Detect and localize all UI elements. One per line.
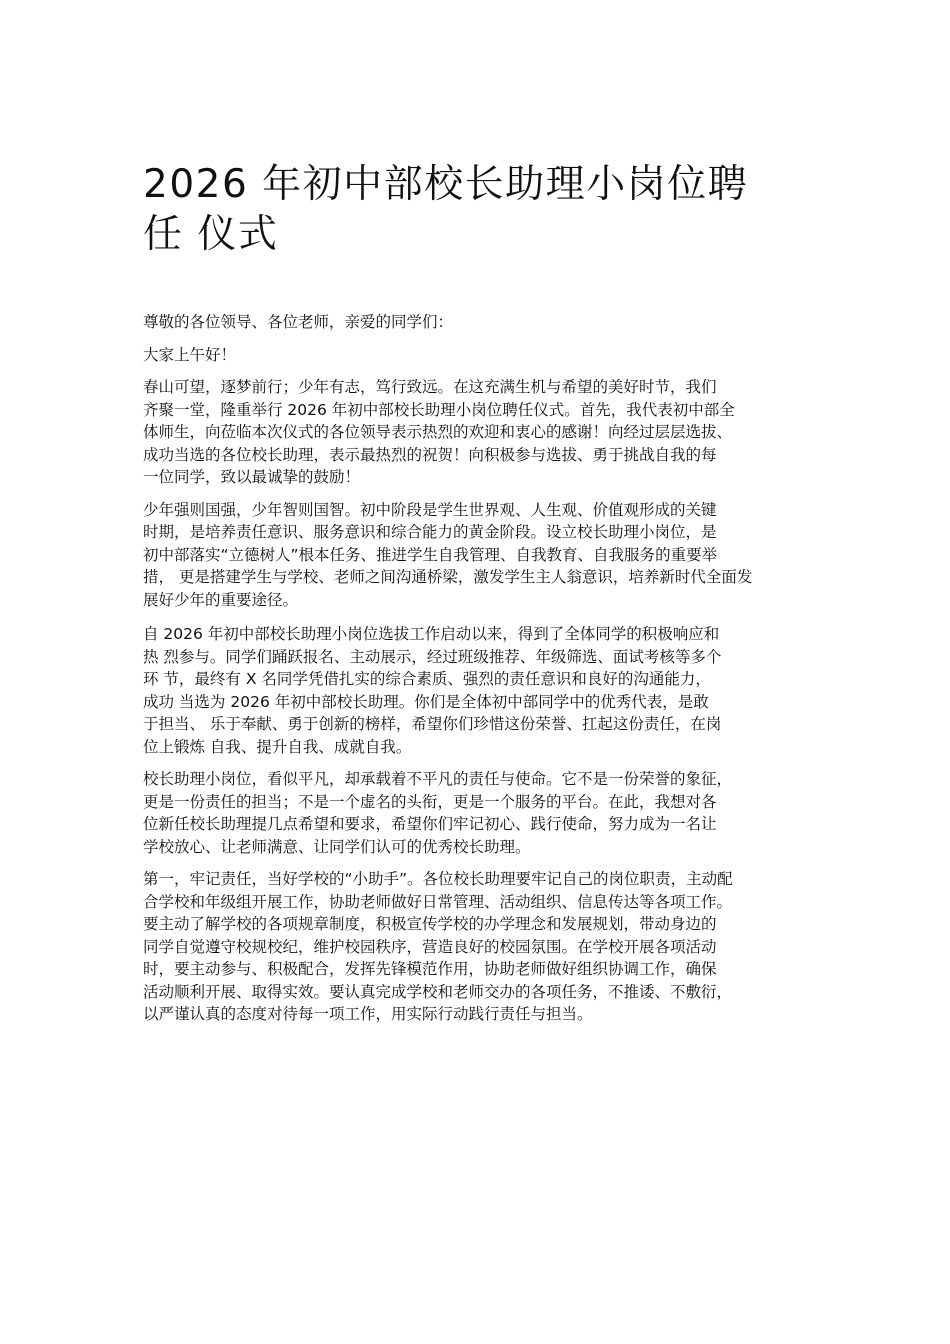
document-body	[143, 311, 823, 1036]
text-line: 成功当选的各位校长助理，表示最热烈的祝贺！向积极参与选拔、勇于挑战自我的每	[143, 445, 717, 464]
title-line: 2026 年初中部校长助理小岗位聘	[143, 162, 749, 207]
text-line: 校长助理小岗位，看似平凡，却承载着不平凡的责任与使命。它不是一份荣誉的象征，	[143, 770, 733, 788]
title-line: 任 仪式	[143, 212, 279, 257]
document-title	[143, 160, 803, 260]
purpose-paragraph	[143, 499, 823, 612]
text-line: 热 烈参与。同学们踊跃报名、主动展示，经过班级推荐、年级筛选、面试考核等多个	[143, 647, 722, 666]
selection-paragraph	[143, 623, 823, 758]
text-line: 要主动了解学校的各项规章制度，积极宣传学校的办学理念和发展规划，带动身边的	[143, 915, 717, 933]
text-line: 尊敬的各位领导、各位老师，亲爱的同学们：	[143, 313, 454, 331]
text-line: 时期，是培养责任意识、服务意识和综合能力的黄金阶段。设立校长助理小岗位，是	[143, 523, 717, 541]
text-line: 少年强则国强，少年智则国智。初中阶段是学生世界观、人生观、价值观形成的关键	[143, 500, 717, 519]
text-line: 齐聚一堂，隆重举行 2026 年初中部校长助理小岗位聘任仪式。首先，我代表初中部全	[143, 400, 735, 419]
text-line: 体师生，向莅临本次仪式的各位领导表示热烈的欢迎和衷心的感谢！向经过层层选拔、	[143, 423, 733, 441]
first-requirement-paragraph	[143, 868, 823, 1026]
text-line: 展好少年的重要途径。	[143, 590, 299, 609]
text-line: 时，要主动参与、积极配合，发挥先锋模范作用，协助老师做好组织协调工作，确保	[143, 960, 717, 978]
text-line: 一位同学，致以最诚挚的鼓励！	[143, 468, 361, 486]
text-line: 环 节，最终有 X 名同学凭借扎实的综合素质、强烈的责任意识和良好的沟通能力，	[143, 670, 711, 688]
greeting-paragraph	[143, 344, 823, 367]
text-line: 于担当、 乐于奉献、勇于创新的榜样，希望你们珍惜这份荣誉、扛起这份责任，在岗	[143, 715, 722, 733]
text-line: 以严谨认真的态度对待每一项工作，用实际行动践行责任与担当。	[143, 1005, 593, 1023]
text-line: 春山可望，逐梦前行；少年有志，笃行致远。在这充满生机与希望的美好时节，我们	[143, 378, 717, 396]
text-line: 大家上午好！	[143, 345, 237, 364]
responsibility-paragraph	[143, 768, 823, 858]
text-line: 位上锻炼 自我、提升自我、成就自我。	[143, 737, 412, 756]
text-line: 学校放心、让老师满意、让同学们认可的优秀校长助理。	[143, 837, 531, 856]
text-line: 位新任校长助理提几点希望和要求，希望你们牢记初心、践行使命，努力成为一名让	[143, 815, 717, 833]
opening-paragraph	[143, 376, 823, 489]
text-line: 更是一份责任的担当；不是一个虚名的头衔，更是一个服务的平台。在此，我想对各	[143, 792, 717, 811]
text-line: 措， 更是搭建学生与学校、老师之间沟通桥梁，激发学生主人翁意识，培养新时代全面发	[143, 568, 753, 586]
text-line: 自 2026 年初中部校长助理小岗位选拔工作启动以来，得到了全体同学的积极响应和	[143, 625, 720, 643]
text-line: 活动顺利开展、取得实效。要认真完成学校和老师交办的各项任务，不推诿、不敷衍，	[143, 982, 733, 1001]
text-line: 第一，牢记责任，当好学校的“小助手”。各位校长助理要牢记自己的岗位职责，主动配	[143, 870, 733, 888]
text-line: 成功 当选为 2026 年初中部校长助理。你们是全体初中部同学中的优秀代表，是敢	[143, 692, 709, 711]
text-line: 初中部落实“立德树人”根本任务、推进学生自我管理、自我教育、自我服务的重要举	[143, 545, 718, 564]
text-line: 同学自觉遵守校规校纪，维护校园秩序，营造良好的校园氛围。在学校开展各项活动	[143, 937, 717, 956]
salutation-paragraph	[143, 311, 823, 334]
text-line: 合学校和年级组开展工作，协助老师做好日常管理、活动组织、信息传达等各项工作。	[143, 892, 733, 911]
